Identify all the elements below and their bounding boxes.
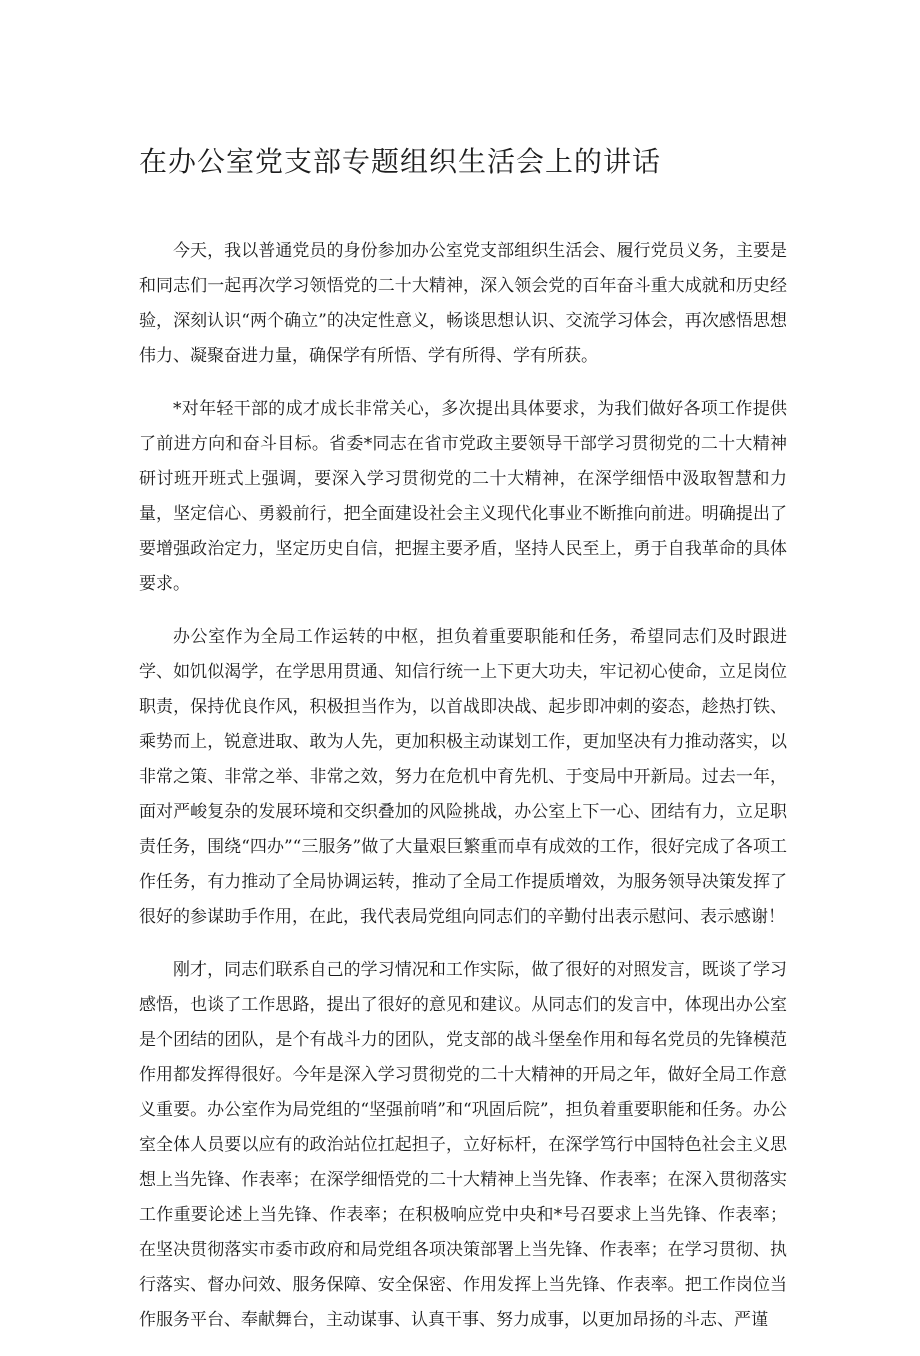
- paragraph-3: 办公室作为全局工作运转的中枢，担负着重要职能和任务，希望同志们及时跟进学、如饥似渴学，在学思用贯通、知信行统一上下更大功夫，牢记初心使命，立足岗位职责，保持优良作风，积极担当作为，以首战即决战、起步即冲刺的姿态，趁热打铁、乘势而上，锐意进取、敢为人先，更加积极主动谋划工作，更加坚决有力推动落实，以非常之策、非常之举、非常之效，努力在危机中育先机、于变局中开新局。过去一年，面对严峻复杂的发展环境和交织叠加的风险挑战，办公室上下一心、团结有力，立足职责任务，围绕“四办”“三服务”做了大量艰巨繁重而卓有成效的工作，很好完成了各项工作任务，有力推动了全局协调运转，推动了全局工作提质增效，为服务领导决策发挥了很好的参谋助手作用，在此，我代表局党组向同志们的辛勤付出表示慰问、表示感谢！: [139, 627, 787, 927]
- paragraph-4: 刚才，同志们联系自己的学习情况和工作实际，做了很好的对照发言，既谈了学习感悟，也谈了工作思路，提出了很好的意见和建议。从同志们的发言中，体现出办公室是个团结的团队，是个有战斗力的团队，党支部的战斗堡垒作用和每名党员的先锋模范作用都发挥得很好。今年是深入学习贯彻党的二十大精神的开局之年，做好全局工作意义重要。办公室作为局党组的“坚强前哨”和“巩固后院”，担负着重要职能和任务。办公室全体人员要以应有的政治站位扛起担子，立好标杆，在深学笃行中国特色社会主义思想上当先锋、作表率；在深学细悟党的二十大精神上当先锋、作表率；在深入贯彻落实工作重要论述上当先锋、作表率；在积极响应党中央和*号召要求上当先锋、作表率；在坚决贯彻落实市委市政府和局党组各项决策部署上当先锋、作表率；在学习贯彻、执行落实、督办问效、服务保障、安全保密、作用发挥上当先锋、作表率。把工作岗位当作服务平台、奉献舞台，主动谋事、认真干事、努力成事，以更加昂扬的斗志、严谨: [139, 960, 787, 1330]
- paragraph-2: *对年轻干部的成才成长非常关心，多次提出具体要求，为我们做好各项工作提供了前进方向和奋斗目标。省委*同志在省市党政主要领导干部学习贯彻党的二十大精神研讨班开班式上强调，要深入学习贯彻党的二十大精神，在深学细悟中汲取智慧和力量，坚定信心、勇毅前行，把全面建设社会主义现代化事业不断推向前进。明确提出了要增强政治定力，坚定历史自信，把握主要矛盾，坚持人民至上，勇于自我革命的具体要求。: [139, 399, 787, 594]
- paragraph-1: 今天，我以普通党员的身份参加办公室党支部组织生活会、履行党员义务，主要是和同志们一起再次学习领悟党的二十大精神，深入领会党的百年奋斗重大成就和历史经验，深刻认识“两个确立”的决定性意义，畅谈思想认识、交流学习体会，再次感悟思想伟力、凝聚奋进力量，确保学有所悟、学有所得、学有所获。: [139, 241, 787, 366]
- document-title: 在办公室党支部专题组织生活会上的讲话: [139, 145, 662, 178]
- document-body: [139, 234, 787, 1356]
